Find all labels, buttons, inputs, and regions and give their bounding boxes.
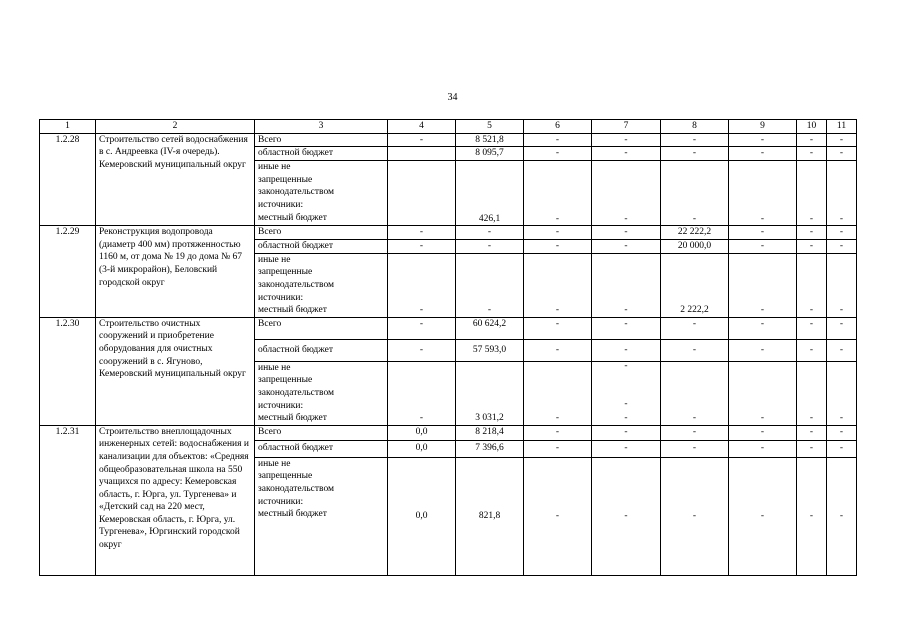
funding-source-line: законодательством [258,387,335,398]
value-cell: - [729,317,797,339]
funding-source-line: иные не [258,162,291,173]
value-cell: 0,0 [388,440,456,457]
funding-source-line: иные не [258,362,291,373]
value-cell: 426,1 [456,161,524,226]
value-cell: - [592,161,661,226]
item-name: Строительство очистных сооружений и приобретение оборудования для очистных сооружений в с. Ягуново, Кемеровский муниципальный округ [96,317,255,425]
column-header: 11 [827,120,857,134]
value-cell: - [388,133,456,147]
funding-source-line: законодательством [258,483,335,494]
funding-source: Всего [255,226,388,240]
value-cell: - [729,457,797,575]
column-header: 10 [797,120,827,134]
value-cell: - [524,440,592,457]
value-cell: - [729,161,797,226]
funding-source-line: законодательством [258,187,335,198]
funding-source: Всего [255,133,388,147]
value-cell: - [827,239,857,253]
value-cell: - [729,239,797,253]
funding-source-line: запрещенные [258,267,313,278]
column-header: 7 [592,120,661,134]
funding-source-line: запрещенные [258,471,313,482]
funding-source-line: местный бюджет [258,413,327,424]
value-cell: 2 222,2 [661,253,729,317]
value-cell: - [388,239,456,253]
value-cell: - [388,226,456,240]
value-cell [388,161,456,226]
value-cell: - [797,161,827,226]
value-cell: - [388,317,456,339]
value-cell: - [388,361,456,425]
value-cell: - [661,317,729,339]
value-cell: - [661,457,729,575]
value-cell: 3 031,2 [456,361,524,425]
budget-table [39,119,857,576]
value-cell: - [524,457,592,575]
funding-source [255,161,388,226]
value-cell: - [729,339,797,361]
value-cell: - [388,339,456,361]
value-cell: 0,0 [388,425,456,440]
value-cell: - [524,226,592,240]
value-cell: - [592,133,661,147]
column-header: 1 [40,120,96,134]
value-cell: - [729,425,797,440]
value-cell: - [592,440,661,457]
value-cell: - [592,226,661,240]
value-cell: - [524,339,592,361]
funding-source-line: источники: [258,400,304,411]
value-cell: - [797,317,827,339]
column-header: 2 [96,120,255,134]
value-cell: - [456,253,524,317]
value-cell: - [827,161,857,226]
value-cell: - [827,317,857,339]
value-cell: - [524,161,592,226]
item-number: 1.2.30 [40,317,96,425]
item-number: 1.2.29 [40,226,96,318]
value-cell: 0,0 [388,457,456,575]
funding-source-line: местный бюджет [258,212,327,223]
funding-source-line: иные не [258,458,291,469]
value-cell: 8 095,7 [456,147,524,161]
value-cell: - [592,317,661,339]
value-cell: - - [592,361,661,425]
funding-source-line: законодательством [258,279,335,290]
funding-source: областной бюджет [255,147,388,161]
value-cell: - [592,339,661,361]
value-cell: - [661,147,729,161]
value-cell: - [729,253,797,317]
value-cell: - [729,133,797,147]
value-cell: - [797,339,827,361]
value-cell: - [827,457,857,575]
funding-source: Всего [255,317,388,339]
value-cell: - [827,339,857,361]
funding-source-line: источники: [258,292,304,303]
value-cell: - [524,147,592,161]
value-cell: - [729,361,797,425]
value-cell: - [661,161,729,226]
value-text: - [624,510,628,521]
table-row [40,425,857,440]
value-cell: - [797,239,827,253]
item-name: Строительство внеплощадочных инженерных сетей: водоснабжения и канализации для объектов: «Средняя общеобразовательная школа на 550 учащихся по адресу: Кемеровская область, г. Юрга, ул. Тургенева» и «Детский сад на 220 мест, Кемеровская область, г. Юрга, ул. Тургенева», Юргинский городской округ [96,425,255,575]
value-text: - [624,413,628,424]
column-header-row [40,120,857,134]
value-cell: - - [592,457,661,575]
funding-source-line: источники: [258,199,304,210]
value-cell: - [797,133,827,147]
value-cell: - [827,253,857,317]
value-cell: - [729,226,797,240]
value-cell: - [797,440,827,457]
column-header: 9 [729,120,797,134]
value-cell: - [827,147,857,161]
value-cell: 60 624,2 [456,317,524,339]
value-cell: 20 000,0 [661,239,729,253]
value-cell: - [661,361,729,425]
value-cell: - [827,361,857,425]
value-cell: - [592,425,661,440]
value-cell: - [797,457,827,575]
funding-source [255,361,388,425]
value-cell: - [456,239,524,253]
value-cell: 7 396,6 [456,440,524,457]
funding-source: областной бюджет [255,440,388,457]
value-cell: - [388,253,456,317]
item-number: 1.2.28 [40,133,96,226]
value-cell: - [524,239,592,253]
value-cell: - [456,226,524,240]
value-cell: - [661,339,729,361]
value-cell: - [797,226,827,240]
value-cell: 8 521,8 [456,133,524,147]
value-cell: - [592,147,661,161]
value-cell: - [797,425,827,440]
value-cell: - [524,133,592,147]
funding-source: областной бюджет [255,339,388,361]
column-header: 8 [661,120,729,134]
value-cell: - [827,133,857,147]
funding-source-line: местный бюджет [258,305,327,316]
table-row [40,226,857,240]
value-cell: - [661,133,729,147]
value-cell: 821,8 [456,457,524,575]
value-cell: - [524,317,592,339]
funding-source [255,457,388,575]
value-cell: - [524,253,592,317]
value-cell: 22 222,2 [661,226,729,240]
table-row [40,317,857,339]
value-cell: - [524,361,592,425]
value-cell: - [827,440,857,457]
value-cell: - [729,147,797,161]
funding-source: Всего [255,425,388,440]
item-number: 1.2.31 [40,425,96,575]
value-cell: - [592,253,661,317]
value-cell: - [661,440,729,457]
column-header: 3 [255,120,388,134]
funding-source-line: запрещенные [258,174,313,185]
item-name: Строительство сетей водоснабжения в с. Андреевка (IV-я очередь). Кемеровский муниципальный округ [96,133,255,226]
value-cell: - [797,147,827,161]
value-cell: 8 218,4 [456,425,524,440]
column-header: 6 [524,120,592,134]
value-cell: - [592,239,661,253]
funding-source: областной бюджет [255,239,388,253]
item-name: Реконструкция водопровода (диаметр 400 мм) протяженностью 1160 м, от дома № 19 до дома № 67 (3-й микрорайон), Беловский городской округ [96,226,255,318]
funding-source-line: источники: [258,496,304,507]
value-cell [388,147,456,161]
funding-source-line: местный бюджет [258,509,327,520]
funding-source [255,253,388,317]
value-cell: - [827,226,857,240]
column-header: 5 [456,120,524,134]
value-cell: - [827,425,857,440]
value-cell: - [797,253,827,317]
value-cell: - [797,361,827,425]
value-cell: - [729,440,797,457]
page-number: 34 [447,92,458,103]
funding-source-line: запрещенные [258,375,313,386]
funding-source-line: иные не [258,254,291,265]
value-cell: - [661,425,729,440]
table-row [40,133,857,147]
column-header: 4 [388,120,456,134]
value-cell: 57 593,0 [456,339,524,361]
value-cell: - [524,425,592,440]
